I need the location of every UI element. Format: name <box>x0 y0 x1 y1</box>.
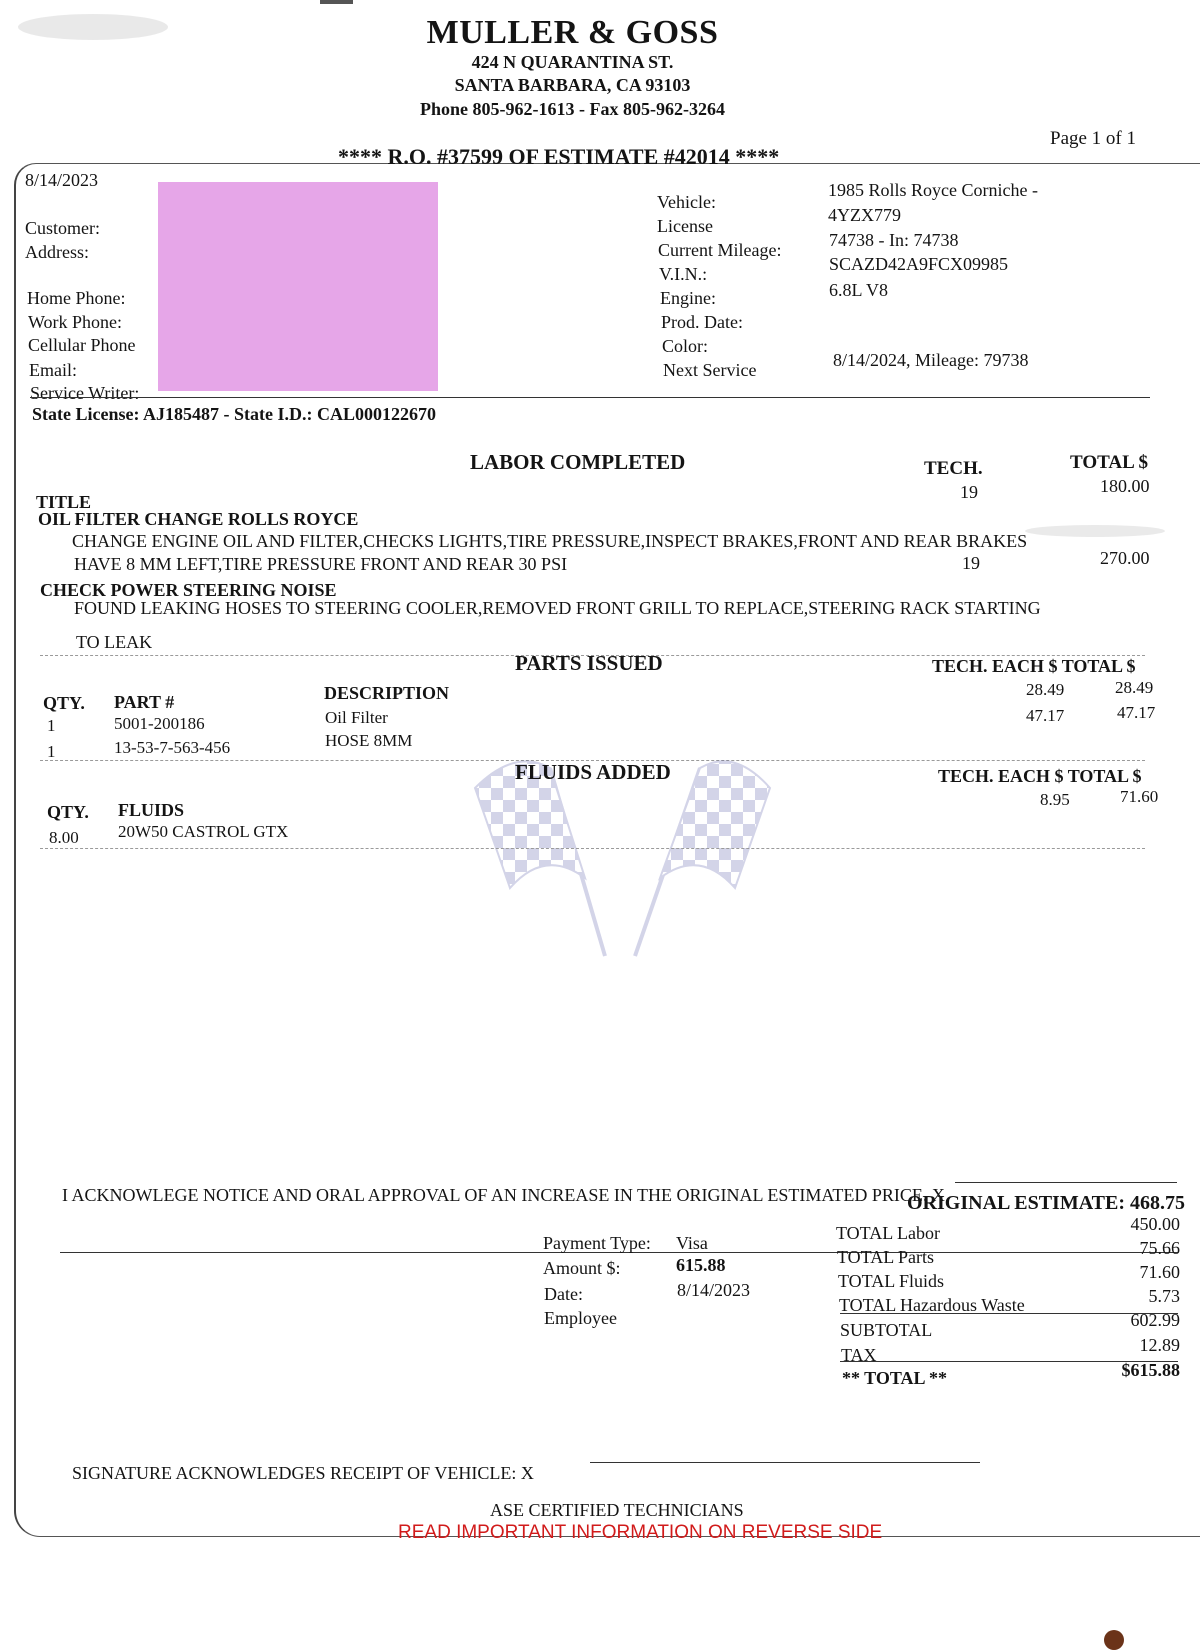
vehicle-receipt-signature: SIGNATURE ACKNOWLEDGES RECEIPT OF VEHICLE: X <box>72 1463 534 1483</box>
labor-heading: LABOR COMPLETED <box>470 450 686 474</box>
redaction-box <box>158 182 438 391</box>
part-description: HOSE 8MM <box>325 731 413 750</box>
tax-value: 12.89 <box>1139 1335 1180 1355</box>
fluids-divider <box>40 848 1145 849</box>
engine-value: 6.8L V8 <box>829 280 889 300</box>
fluid-each: 8.95 <box>1040 790 1070 809</box>
reverse-side-notice: READ IMPORTANT INFORMATION ON REVERSE SIDE <box>398 1522 883 1543</box>
license-label: License <box>657 216 713 236</box>
scan-smudge <box>1025 525 1165 537</box>
email-label: Email: <box>29 360 77 380</box>
labor-tech-header: TECH. <box>924 458 983 479</box>
company-address-line2: SANTA BARBARA, CA 93103 <box>454 75 691 95</box>
fluids-qty-header: QTY. <box>47 802 89 822</box>
estimate-acknowledgement: I ACKNOWLEGE NOTICE AND ORAL APPROVAL OF AN INCREASE IN THE ORIGINAL ESTIMATED PRICE. X <box>62 1185 945 1205</box>
payment-date-value: 8/14/2023 <box>677 1280 751 1300</box>
ro-date: 8/14/2023 <box>25 170 99 190</box>
page-number: Page 1 of 1 <box>1050 128 1137 149</box>
labor-description-line: TO LEAK <box>76 632 153 652</box>
grand-total-label: ** TOTAL ** <box>842 1368 948 1388</box>
part-number: 5001-200186 <box>114 714 205 733</box>
prod-date-label: Prod. Date: <box>661 312 743 332</box>
part-number: 13-53-7-563-456 <box>114 738 231 757</box>
labor-total-header: TOTAL $ <box>1070 452 1148 473</box>
subtotal-value: 602.99 <box>1130 1310 1180 1330</box>
vin-label: V.I.N.: <box>659 264 708 284</box>
current-mileage-label: Current Mileage: <box>658 240 782 260</box>
part-qty: 1 <box>47 716 56 735</box>
scan-mark <box>320 0 353 4</box>
service-writer-label: Service Writer: <box>30 383 140 403</box>
labor-description-line: CHANGE ENGINE OIL AND FILTER,CHECKS LIGHTS,TIRE PRESSURE,INSPECT BRAKES,FRONT AND REAR BRAKES <box>72 531 1028 551</box>
payment-type-label: Payment Type: <box>543 1233 651 1253</box>
labor-total: 270.00 <box>1100 548 1150 568</box>
address-label: Address: <box>25 242 89 262</box>
company-phone: Phone 805-962-1613 - Fax 805-962-3264 <box>420 99 725 119</box>
part-qty: 1 <box>47 742 56 761</box>
labor-tech: 19 <box>960 482 978 502</box>
labor-title-header: TITLE <box>36 492 92 512</box>
color-label: Color: <box>662 336 709 356</box>
ink-stain <box>1104 1630 1124 1650</box>
total-hazardous-waste-value: 5.73 <box>1148 1286 1180 1306</box>
fluids-heading: FLUIDS ADDED <box>515 760 671 784</box>
vin-value: SCAZD42A9FCX09985 <box>829 254 1009 274</box>
customer-label: Customer: <box>25 218 100 238</box>
total-parts-label: TOTAL Parts <box>837 1247 935 1267</box>
payment-amount-value: 615.88 <box>676 1255 726 1275</box>
fluid-name: 20W50 CASTROL GTX <box>118 822 289 841</box>
next-service-value: 8/14/2024, Mileage: 79738 <box>833 350 1029 370</box>
labor-tech: 19 <box>962 553 980 573</box>
total-labor-label: TOTAL Labor <box>836 1223 941 1243</box>
ase-certified-note: ASE CERTIFIED TECHNICIANS <box>490 1500 744 1520</box>
parts-desc-header: DESCRIPTION <box>324 683 450 703</box>
payment-employee-label: Employee <box>544 1308 617 1328</box>
parts-right-header: TECH. EACH $ TOTAL $ <box>932 656 1136 676</box>
original-estimate: ORIGINAL ESTIMATE: 468.75 <box>907 1192 1186 1214</box>
cellular-phone-label: Cellular Phone <box>28 335 136 355</box>
home-phone-label: Home Phone: <box>27 288 126 308</box>
company-address-line1: 424 N QUARANTINA ST. <box>471 52 674 72</box>
part-each: 28.49 <box>1026 680 1065 699</box>
fluids-name-header: FLUIDS <box>118 800 185 820</box>
total-parts-value: 75.66 <box>1139 1238 1180 1258</box>
total-fluids-value: 71.60 <box>1139 1262 1180 1282</box>
labor-total: 180.00 <box>1100 476 1150 496</box>
header-divider <box>30 397 1150 398</box>
payment-amount-label: Amount $: <box>543 1258 621 1278</box>
tax-label: TAX <box>841 1345 877 1365</box>
fluid-total: 71.60 <box>1120 787 1159 806</box>
mileage-value: 74738 - In: 74738 <box>829 230 959 250</box>
part-description: Oil Filter <box>325 708 388 727</box>
fluids-right-header: TECH. EACH $ TOTAL $ <box>938 766 1142 786</box>
engine-label: Engine: <box>660 288 716 308</box>
vehicle-label: Vehicle: <box>657 192 716 212</box>
labor-title: CHECK POWER STEERING NOISE <box>40 580 337 600</box>
state-license: State License: AJ185487 - State I.D.: CAL000122670 <box>32 404 436 424</box>
next-service-label: Next Service <box>663 360 757 380</box>
total-fluids-label: TOTAL Fluids <box>838 1271 945 1291</box>
total-hazardous-waste-label: TOTAL Hazardous Waste <box>839 1295 1025 1315</box>
labor-description-line: FOUND LEAKING HOSES TO STEERING COOLER,REMOVED FRONT GRILL TO REPLACE,STEERING RACK STARTING <box>74 598 1041 618</box>
grand-total-value: $615.88 <box>1121 1360 1180 1380</box>
subtotal-label: SUBTOTAL <box>840 1320 933 1340</box>
license-value: 4YZX779 <box>828 205 901 225</box>
payment-date-label: Date: <box>544 1284 583 1304</box>
ro-title: **** R.O. #37599 OF ESTIMATE #42014 **** <box>338 144 780 169</box>
part-total: 47.17 <box>1117 703 1156 722</box>
total-labor-value: 450.00 <box>1130 1214 1180 1234</box>
work-phone-label: Work Phone: <box>28 312 123 332</box>
parts-part-header: PART # <box>114 692 175 712</box>
payment-type-value: Visa <box>676 1233 708 1253</box>
labor-title: OIL FILTER CHANGE ROLLS ROYCE <box>38 509 359 529</box>
part-each: 47.17 <box>1026 706 1065 725</box>
fluid-qty: 8.00 <box>49 828 79 847</box>
vehicle-value: 1985 Rolls Royce Corniche - <box>828 180 1038 200</box>
parts-qty-header: QTY. <box>43 693 85 713</box>
parts-heading: PARTS ISSUED <box>515 651 663 675</box>
receipt-signature-line <box>590 1462 980 1463</box>
part-total: 28.49 <box>1115 678 1154 697</box>
acknowledgement-signature-line <box>955 1182 1177 1183</box>
company-name: MULLER & GOSS <box>426 14 719 51</box>
labor-description-line: HAVE 8 MM LEFT,TIRE PRESSURE FRONT AND REAR 30 PSI <box>74 554 568 574</box>
